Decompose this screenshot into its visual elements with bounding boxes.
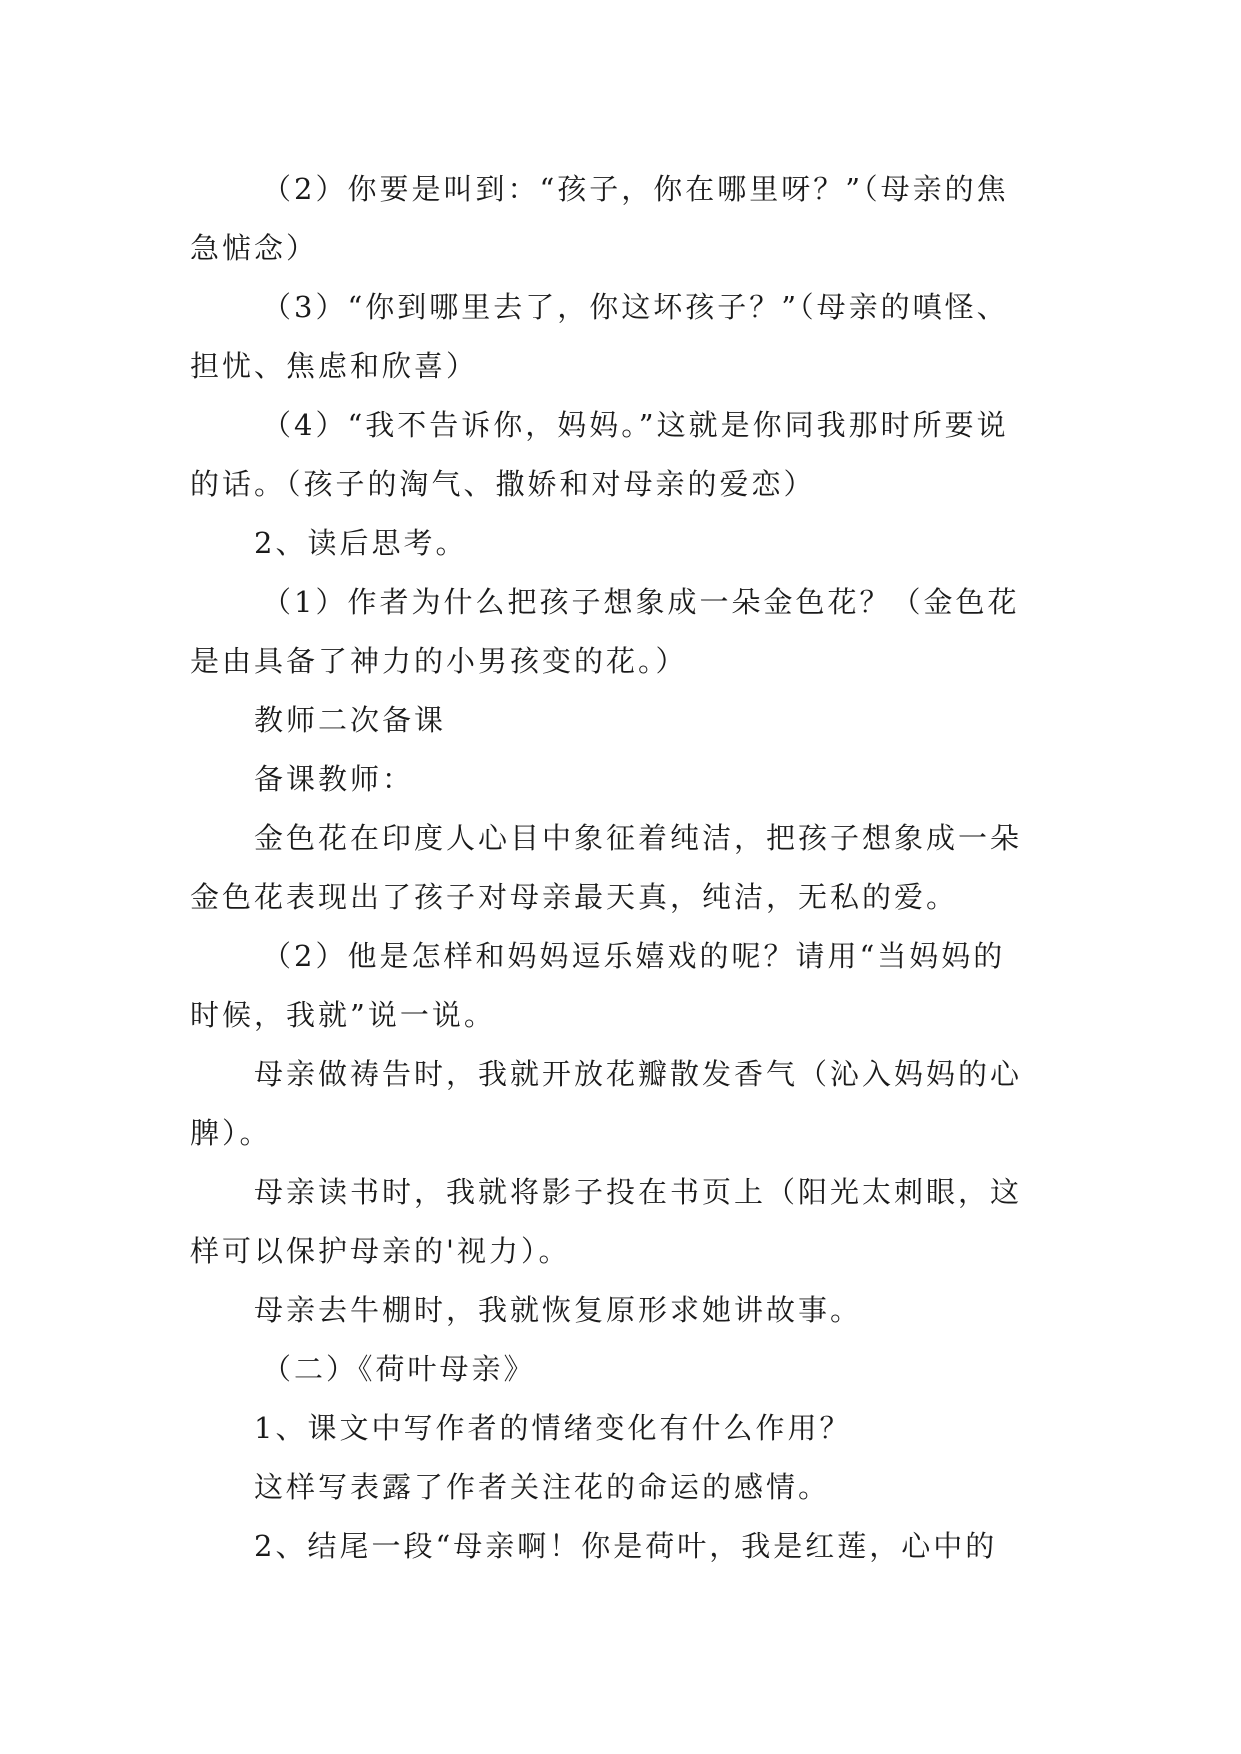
text-line: 担忧、焦虑和欣喜） <box>190 349 479 383</box>
text-line: 母亲做祷告时，我就开放花瓣散发香气（沁入妈妈的心 <box>254 1057 1023 1091</box>
text-line: 2、读后思考。 <box>254 526 468 560</box>
text-line: 母亲去牛棚时，我就恢复原形求她讲故事。 <box>254 1293 863 1327</box>
text-line: （2）他是怎样和妈妈逗乐嬉戏的呢？请用“当妈妈的 <box>262 939 1006 973</box>
text-line: 的话。（孩子的淘气、撒娇和对母亲的爱恋） <box>190 467 816 501</box>
text-line: （1）作者为什么把孩子想象成一朵金色花？（金色花 <box>262 585 1020 619</box>
section-heading: （二）《荷叶母亲》 <box>262 1352 536 1386</box>
text-line: 金色花在印度人心目中象征着纯洁，把孩子想象成一朵 <box>254 821 1023 855</box>
text-line: （3）“你到哪里去了，你这坏孩子？”（母亲的嗔怪、 <box>262 290 1009 324</box>
text-line: 脾）。 <box>190 1116 272 1150</box>
text-line: 教师二次备课 <box>254 703 447 737</box>
document-body <box>190 160 1060 1576</box>
text-line: 备课教师： <box>254 762 415 796</box>
text-line: 1、课文中写作者的情绪变化有什么作用？ <box>254 1411 852 1445</box>
text-line: 样可以保护母亲的'视力）。 <box>190 1234 571 1268</box>
text-line: （2）你要是叫到：“孩子，你在哪里呀？”（母亲的焦 <box>262 172 1009 206</box>
text-line: 急惦念） <box>190 231 319 265</box>
text-line: 母亲读书时，我就将影子投在书页上（阳光太刺眼，这 <box>254 1175 1023 1209</box>
text-line: 金色花表现出了孩子对母亲最天真，纯洁，无私的爱。 <box>190 880 959 914</box>
text-line: 这样写表露了作者关注花的命运的感情。 <box>254 1470 831 1504</box>
text-line: 2、结尾一段“母亲啊！你是荷叶，我是红莲，心中的 <box>254 1529 998 1563</box>
text-line: 是由具备了神力的小男孩变的花。） <box>190 644 688 678</box>
document-page <box>190 160 1060 1576</box>
text-line: 时候，我就”说一说。 <box>190 998 496 1032</box>
text-line: （4）“我不告诉你，妈妈。”这就是你同我那时所要说 <box>262 408 1009 442</box>
